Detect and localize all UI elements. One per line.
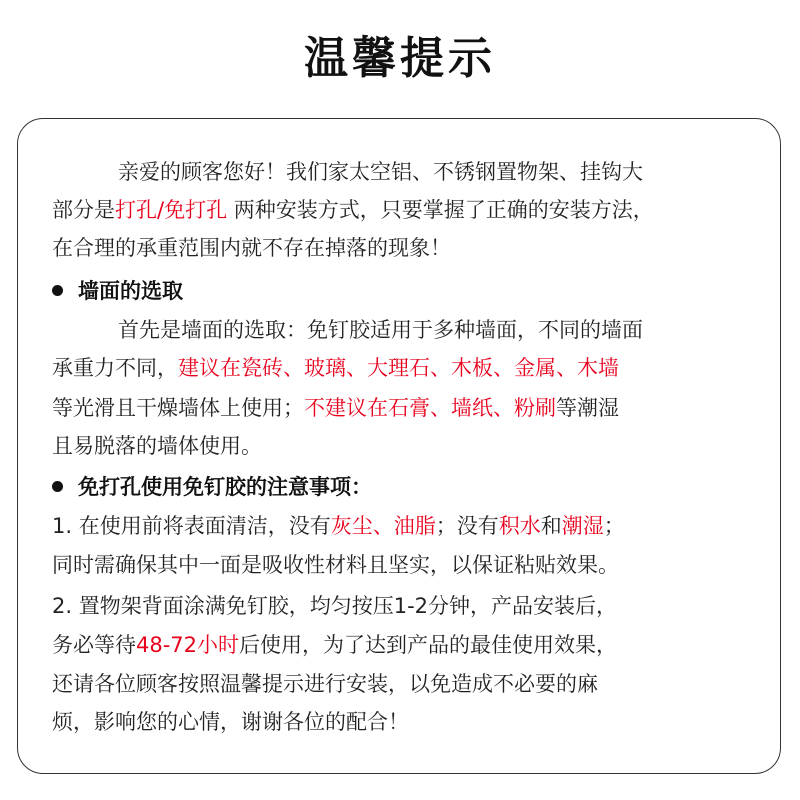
intro-line-3: 在合理的承重范围内就不存在掉落的现象！ [52,236,451,260]
highlight-not-recommended-walls: 不建议在石膏、墙纸、粉刷 [304,396,556,420]
highlight-recommended-walls: 建议在瓷砖、玻璃、大理石、木板、金属、木墙 [178,356,619,380]
wall-line-4: 且易脱落的墙体使用。 [52,434,262,458]
notes-line-2: 同时需确保其中一面是吸收性材料且坚实，以保证粘贴效果。 [52,553,619,577]
notes-line-5: 还请各位顾客按照温馨提示进行安装，以免造成不必要的麻 [52,672,598,696]
highlight-humidity: 潮湿 [561,514,604,538]
notes-line-1: 1. 在使用前将表面清洁，没有灰尘、油脂；没有积水和潮湿； [52,514,625,538]
highlight-wait-time: 48-72小时 [136,633,240,657]
highlight-water: 积水 [498,514,541,538]
section-heading-notes: 免打孔使用免钉胶的注意事项： [52,472,372,502]
section-heading-wall: 墙面的选取 [52,276,183,306]
notes-line-3: 2. 置物架背面涂满免钉胶，均匀按压1-2分钟，产品安装后， [52,594,618,618]
wall-line-3: 等光滑且干燥墙体上使用；不建议在石膏、墙纸、粉刷等潮湿 [52,396,619,420]
page-title: 温馨提示 [304,33,496,84]
bullet-icon [52,285,63,296]
wall-line-1: 首先是墙面的选取：免钉胶适用于多种墙面，不同的墙面 [118,318,643,342]
wall-line-2: 承重力不同，建议在瓷砖、玻璃、大理石、木板、金属、木墙 [52,356,619,380]
intro-line-2: 部分是打孔/免打孔 两种安装方式，只要掌握了正确的安装方法， [52,198,654,222]
notes-line-6: 烦，影响您的心情，谢谢各位的配合！ [52,710,409,734]
intro-line-1: 亲爱的顾客您好！我们家太空铝、不锈钢置物架、挂钩大 [118,160,643,184]
highlight-install-type: 打孔/免打孔 [115,198,228,222]
notes-line-4: 务必等待48-72小时后使用，为了达到产品的最佳使用效果， [52,633,618,657]
bullet-icon [52,481,63,492]
highlight-dust-grease: 灰尘、油脂 [330,514,436,538]
